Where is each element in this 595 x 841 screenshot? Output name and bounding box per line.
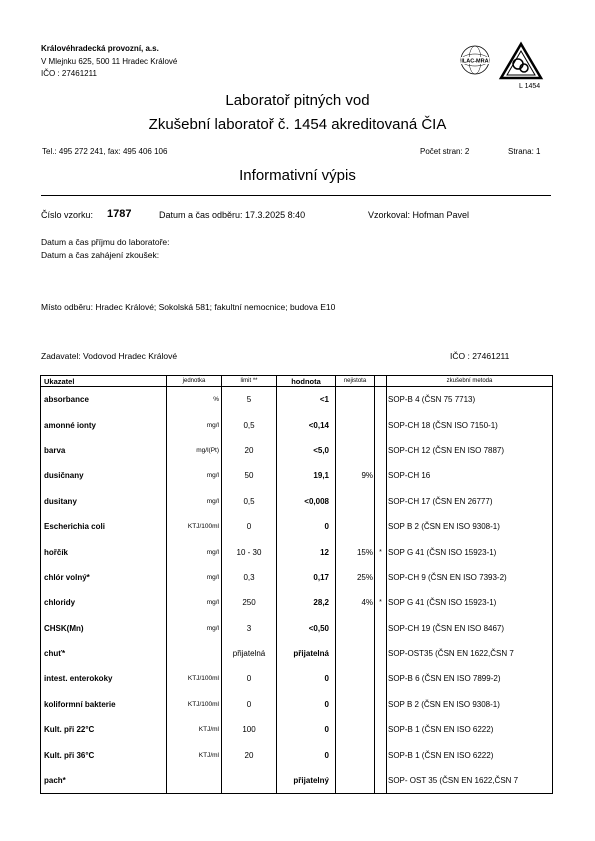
results-table bbox=[40, 375, 553, 794]
unit: mg/l bbox=[167, 539, 222, 564]
parameter-name: dusitany bbox=[41, 489, 167, 514]
table-row bbox=[41, 463, 553, 488]
table-header-row bbox=[41, 376, 553, 387]
test-method: SOP-B 1 (ČSN EN ISO 6222) bbox=[388, 725, 494, 735]
svg-text:ILAC-MRA: ILAC-MRA bbox=[461, 58, 489, 65]
unit: KTJ/ml bbox=[167, 717, 222, 742]
uncertainty bbox=[336, 641, 375, 666]
parameter-name: barva bbox=[41, 438, 167, 463]
limit bbox=[222, 768, 277, 794]
accreditation-flag bbox=[375, 666, 387, 691]
lab-name: Laboratoř pitných vod bbox=[225, 92, 370, 109]
uncertainty: 4% bbox=[336, 590, 375, 615]
parameter-name: pach* bbox=[41, 768, 167, 794]
table-row bbox=[41, 768, 553, 794]
company-ico: IČO : 27461211 bbox=[41, 69, 97, 78]
header-unit: jednotka bbox=[167, 376, 222, 387]
header-value: hodnota bbox=[277, 376, 336, 387]
value: 12 bbox=[277, 539, 336, 564]
uncertainty bbox=[336, 666, 375, 691]
divider bbox=[41, 195, 551, 196]
test-method: SOP-B 6 (ČSN EN ISO 7899-2) bbox=[388, 674, 501, 684]
parameter-name: amonné ionty bbox=[41, 412, 167, 437]
page-count: Počet stran: 2 bbox=[420, 147, 470, 156]
lab-code: L 1454 bbox=[519, 83, 541, 90]
received-datetime-label: Datum a čas příjmu do laboratoře: bbox=[41, 237, 170, 247]
unit: KTJ/ml bbox=[167, 742, 222, 767]
test-method: SOP-OST35 (ČSN EN 1622,ČSN 7 bbox=[388, 649, 514, 659]
table-row bbox=[41, 717, 553, 742]
accreditation-flag bbox=[375, 387, 387, 413]
uncertainty bbox=[336, 717, 375, 742]
unit: KTJ/100ml bbox=[167, 692, 222, 717]
parameter-name: absorbance bbox=[41, 387, 167, 413]
test-start-label: Datum a čas zahájení zkoušek: bbox=[41, 250, 160, 260]
limit: 10 - 30 bbox=[222, 539, 277, 564]
table-row bbox=[41, 590, 553, 615]
unit: KTJ/100ml bbox=[167, 514, 222, 539]
sampling-datetime: Datum a čas odběru: 17.3.2025 8:40 bbox=[159, 210, 306, 220]
test-method: SOP-CH 17 (ČSN EN 26777) bbox=[388, 496, 493, 506]
limit: 250 bbox=[222, 590, 277, 615]
limit: 5 bbox=[222, 387, 277, 413]
parameter-name: chlór volný* bbox=[41, 565, 167, 590]
test-method: SOP- OST 35 (ČSN EN 1622,ČSN 7 bbox=[388, 776, 519, 786]
sample-number: 1787 bbox=[107, 208, 132, 220]
accreditation-flag bbox=[375, 412, 387, 437]
uncertainty bbox=[336, 387, 375, 413]
limit: 3 bbox=[222, 616, 277, 641]
test-method: SOP-CH 19 (ČSN EN ISO 8467) bbox=[388, 623, 505, 633]
unit: KTJ/100ml bbox=[167, 666, 222, 691]
client-ico: IČO : 27461211 bbox=[450, 351, 510, 361]
parameter-name: dusičnany bbox=[41, 463, 167, 488]
test-method: SOP-CH 12 (ČSN EN ISO 7887) bbox=[388, 445, 505, 455]
header-limit: limit ** bbox=[222, 376, 277, 387]
header-uncertainty: nejistota bbox=[336, 376, 375, 387]
accreditation-flag bbox=[375, 641, 387, 666]
sample-number-label: Číslo vzorku: bbox=[41, 210, 94, 220]
accreditation-flag bbox=[375, 565, 387, 590]
table-row bbox=[41, 641, 553, 666]
parameter-name: koliformní bakterie bbox=[41, 692, 167, 717]
test-method: SOP-CH 18 (ČSN ISO 7150-1) bbox=[388, 420, 498, 430]
unit: mg/l(Pt) bbox=[167, 438, 222, 463]
table-row bbox=[41, 742, 553, 767]
value: 0 bbox=[277, 742, 336, 767]
uncertainty bbox=[336, 768, 375, 794]
accreditation-flag bbox=[375, 438, 387, 463]
accreditation-flag: * bbox=[375, 590, 387, 615]
limit: 0 bbox=[222, 692, 277, 717]
unit: mg/l bbox=[167, 565, 222, 590]
accreditation-flag bbox=[375, 514, 387, 539]
unit: mg/l bbox=[167, 412, 222, 437]
unit bbox=[167, 641, 222, 666]
parameter-name: Kult. při 22°C bbox=[41, 717, 167, 742]
uncertainty bbox=[336, 438, 375, 463]
limit: 20 bbox=[222, 438, 277, 463]
value: <5,0 bbox=[277, 438, 336, 463]
value: 0 bbox=[277, 692, 336, 717]
accreditation-flag bbox=[375, 489, 387, 514]
header-flag bbox=[375, 376, 387, 387]
unit: mg/l bbox=[167, 590, 222, 615]
unit: mg/l bbox=[167, 489, 222, 514]
header-method: zkušební metoda bbox=[387, 376, 553, 387]
accreditation-flag bbox=[375, 463, 387, 488]
test-method: SOP G 41 (ČSN ISO 15923-1) bbox=[388, 598, 497, 608]
value: 28,2 bbox=[277, 590, 336, 615]
value: <0,14 bbox=[277, 412, 336, 437]
table-row bbox=[41, 438, 553, 463]
unit: mg/l bbox=[167, 463, 222, 488]
limit: 0,5 bbox=[222, 412, 277, 437]
parameter-name: chloridy bbox=[41, 590, 167, 615]
value: přijatelná bbox=[277, 641, 336, 666]
test-method: SOP-CH 16 bbox=[388, 471, 431, 481]
value: 19,1 bbox=[277, 463, 336, 488]
value: <0,008 bbox=[277, 489, 336, 514]
table-row bbox=[41, 489, 553, 514]
table-row bbox=[41, 616, 553, 641]
uncertainty bbox=[336, 412, 375, 437]
limit: 0 bbox=[222, 666, 277, 691]
parameter-name: chuť* bbox=[41, 641, 167, 666]
limit: přijatelná bbox=[222, 641, 277, 666]
cia-triangle-logo bbox=[501, 44, 541, 78]
parameter-name: CHSK(Mn) bbox=[41, 616, 167, 641]
test-method: SOP-CH 9 (ČSN EN ISO 7393-2) bbox=[388, 572, 507, 582]
uncertainty: 15% bbox=[336, 539, 375, 564]
uncertainty bbox=[336, 692, 375, 717]
uncertainty bbox=[336, 616, 375, 641]
limit: 0 bbox=[222, 514, 277, 539]
contact-info: Tel.: 495 272 241, fax: 495 406 106 bbox=[42, 147, 168, 156]
test-method: SOP B 2 (ČSN EN ISO 9308-1) bbox=[388, 522, 500, 532]
company-address: V Mlejnku 625, 500 11 Hradec Králové bbox=[41, 57, 178, 66]
uncertainty bbox=[336, 489, 375, 514]
limit: 0,3 bbox=[222, 565, 277, 590]
lab-accreditation: Zkušební laboratoř č. 1454 akreditovaná ČIA bbox=[148, 116, 447, 133]
document-title: Informativní výpis bbox=[239, 167, 356, 184]
accreditation-flag bbox=[375, 616, 387, 641]
table-row bbox=[41, 412, 553, 437]
parameter-name: intest. enterokoky bbox=[41, 666, 167, 691]
sampling-place: Místo odběru: Hradec Králové; Sokolská 581; fakultní nemocnice; budova E10 bbox=[41, 302, 336, 312]
value: 0,17 bbox=[277, 565, 336, 590]
value: přijatelný bbox=[277, 768, 336, 794]
uncertainty bbox=[336, 742, 375, 767]
parameter-name: hořčík bbox=[41, 539, 167, 564]
test-method: SOP-B 4 (ČSN 75 7713) bbox=[388, 395, 476, 405]
value: 0 bbox=[277, 514, 336, 539]
table-row bbox=[41, 666, 553, 691]
page-number: Strana: 1 bbox=[508, 147, 541, 156]
value: 0 bbox=[277, 717, 336, 742]
sampler: Vzorkoval: Hofman Pavel bbox=[368, 210, 470, 220]
header-parameter: Ukazatel bbox=[41, 376, 167, 387]
test-method: SOP G 41 (ČSN ISO 15923-1) bbox=[388, 547, 497, 557]
table-row bbox=[41, 565, 553, 590]
accreditation-flag bbox=[375, 717, 387, 742]
table-row bbox=[41, 692, 553, 717]
limit: 0,5 bbox=[222, 489, 277, 514]
table-row bbox=[41, 514, 553, 539]
accreditation-flag: * bbox=[375, 539, 387, 564]
value: <1 bbox=[277, 387, 336, 413]
unit: mg/l bbox=[167, 616, 222, 641]
accreditation-flag bbox=[375, 768, 387, 794]
parameter-name: Kult. při 36°C bbox=[41, 742, 167, 767]
uncertainty: 25% bbox=[336, 565, 375, 590]
test-method: SOP-B 1 (ČSN EN ISO 6222) bbox=[388, 750, 494, 760]
accreditation-flag bbox=[375, 742, 387, 767]
uncertainty bbox=[336, 514, 375, 539]
uncertainty: 9% bbox=[336, 463, 375, 488]
value: 0 bbox=[277, 666, 336, 691]
table-row bbox=[41, 387, 553, 413]
limit: 50 bbox=[222, 463, 277, 488]
parameter-name: Escherichia coli bbox=[41, 514, 167, 539]
unit bbox=[167, 768, 222, 794]
table-row bbox=[41, 539, 553, 564]
company-name: Královéhradecká provozní, a.s. bbox=[41, 44, 159, 53]
unit: % bbox=[167, 387, 222, 413]
value: <0,50 bbox=[277, 616, 336, 641]
accreditation-flag bbox=[375, 692, 387, 717]
test-method: SOP B 2 (ČSN EN ISO 9308-1) bbox=[388, 699, 500, 709]
limit: 20 bbox=[222, 742, 277, 767]
limit: 100 bbox=[222, 717, 277, 742]
client: Zadavatel: Vodovod Hradec Králové bbox=[41, 351, 178, 361]
